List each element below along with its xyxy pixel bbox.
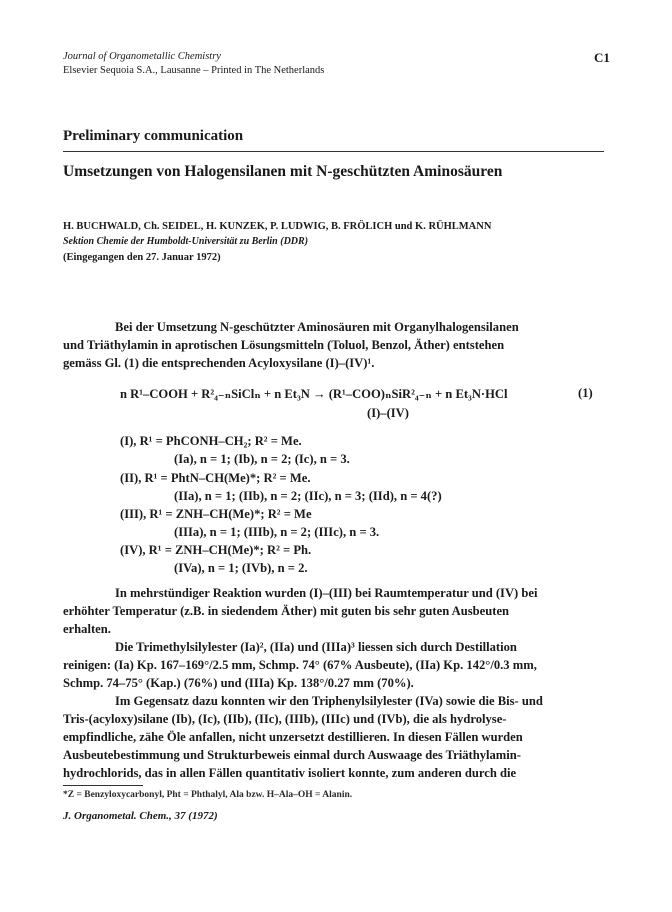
paragraph-line: Die Trimethylsilylester (Ia)², (IIa) und (IIIa)³ liessen sich durch Destillation [115,640,517,654]
compound-definition: (I), R¹ = PhCONH–CH₂; R² = Me. [120,434,302,448]
compound-definition: (IV), R¹ = ZNH–CH(Me)*; R² = Ph. [120,543,312,557]
publisher-line: Elsevier Sequoia S.A., Lausanne – Printed in The Netherlands [63,65,325,76]
footnote: *Z = Benzyloxycarbonyl, Pht = Phthalyl, Ala bzw. H–Ala–OH = Alanin. [63,790,353,800]
affiliation: Sektion Chemie der Humboldt-Universität zu Berlin (DDR) [63,236,309,247]
section-label: Preliminary communication [63,128,244,144]
paragraph-line: reinigen: (Ia) Kp. 167–169°/2.5 mm, Schmp. 74° (67% Ausbeute), (IIa) Kp. 142°/0.3 mm, [63,658,537,672]
paragraph-line: hydrochlorids, das in allen Fällen quantitativ isoliert konnte, zum anderen durch die [63,766,517,780]
paragraph-line: Ausbeutebestimmung und Strukturbeweis einmal durch Auswaage des Triäthylamin- [63,748,521,762]
reaction-equation: n R¹–COOH + R²₄₋ₙSiClₙ + n Et₃N → (R¹–COO)ₙSiR²₄₋ₙ + n Et₃N·HCl [120,387,508,401]
intro-line: und Triäthylamin in aprotischen Lösungsmitteln (Toluol, Benzol, Äther) entstehen [63,338,505,352]
author-list: H. BUCHWALD, Ch. SEIDEL, H. KUNZEK, P. LUDWIG, B. FRÖLICH und K. RÜHLMANN [63,221,492,232]
received-date: (Eingegangen den 27. Januar 1972) [63,252,221,263]
equation-products: (I)–(IV) [367,406,409,420]
paragraph-line: Schmp. 74–75° (Kap.) (76%) und (IIIa) Kp. 138°/0.27 mm (70%). [63,676,414,690]
compound-variants: (IIIa), n = 1; (IIIb), n = 2; (IIIc), n = 3. [174,525,380,539]
paragraph-line: In mehrstündiger Reaktion wurden (I)–(III) bei Raumtemperatur und (IV) bei [115,586,538,600]
paragraph-line: Im Gegensatz dazu konnten wir den Triphenylsilylester (IVa) sowie die Bis- und [115,694,543,708]
intro-line: Bei der Umsetzung N-geschützter Aminosäuren mit Organylhalogensilanen [115,320,519,334]
paragraph-line: erhalten. [63,622,111,636]
paragraph-line: Tris-(acyloxy)silane (Ib), (Ic), (IIb), (IIc), (IIIb), (IIIc) und (IVb), die als hydrolyse- [63,712,507,726]
section-divider [63,151,604,152]
paragraph-line: erhöhter Temperatur (z.B. in siedendem Äther) mit guten bis sehr guten Ausbeuten [63,604,510,618]
journal-citation: J. Organometal. Chem., 37 (1972) [63,810,218,822]
article-title: Umsetzungen von Halogensilanen mit N-geschützten Aminosäuren [63,163,503,180]
compound-variants: (Ia), n = 1; (Ib), n = 2; (Ic), n = 3. [174,452,350,466]
compound-definition: (III), R¹ = ZNH–CH(Me)*; R² = Me [120,507,312,521]
footnote-divider [63,785,143,786]
compound-variants: (IVa), n = 1; (IVb), n = 2. [174,561,308,575]
page-id: C1 [594,50,610,65]
compound-variants: (IIa), n = 1; (IIb), n = 2; (IIc), n = 3; (IId), n = 4(?) [174,489,442,503]
journal-name: Journal of Organometallic Chemistry [63,51,221,62]
compound-definition: (II), R¹ = PhtN–CH(Me)*; R² = Me. [120,471,311,485]
equation-number: (1) [578,386,593,400]
intro-line: gemäss Gl. (1) die entsprechenden Acyloxysilane (I)–(IV)¹. [63,356,375,370]
paragraph-line: empfindliche, zähe Öle anfallen, nicht unzersetzt destillieren. In diesen Fällen wurden [63,730,523,744]
